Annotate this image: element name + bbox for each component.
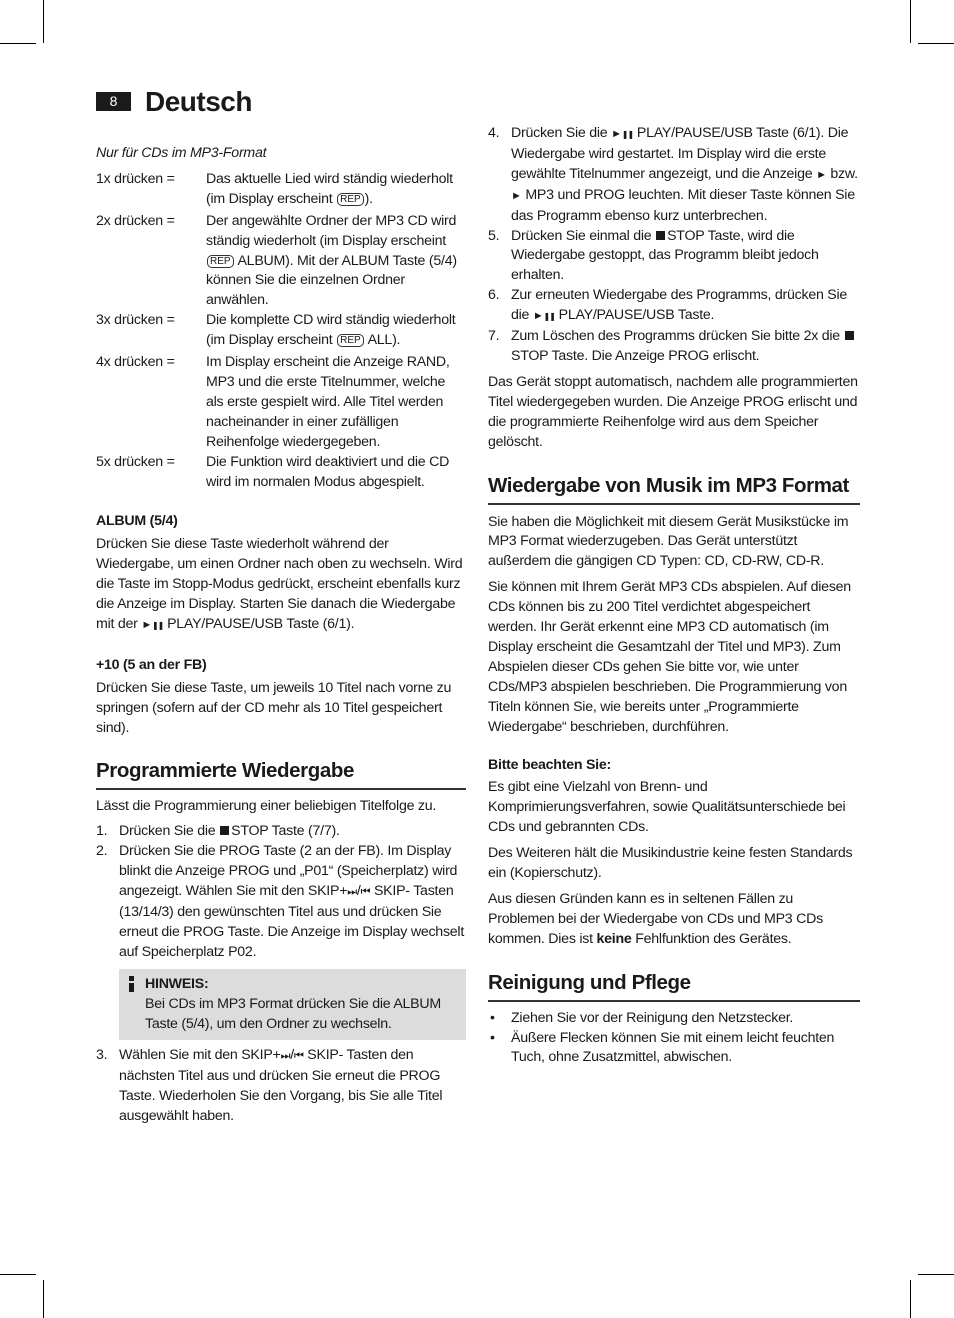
skip-back-icon: ⏮ xyxy=(293,1050,304,1063)
plus10-heading: +10 (5 an der FB) xyxy=(96,656,207,673)
play-icon: ► xyxy=(141,618,152,631)
auto-stop-text: Das Gerät stoppt automatisch, nachdem alle programmierten Titel wiedergegeben wurden. Die Anzeige PROG erlischt und die programmierte Reihenfolge wird aus dem Speicher gelöscht. xyxy=(488,373,858,450)
repeat-icon: REP xyxy=(207,255,234,268)
right-column xyxy=(488,124,860,1068)
bullet: • xyxy=(490,1029,495,1046)
mode-row: 1x drücken = Das aktuelle Lied wird ständig wiederholt (im Display erscheint REP ). xyxy=(96,170,453,207)
crop-mark xyxy=(910,1280,911,1318)
mode-key: 2x drücken = xyxy=(96,212,175,229)
left-column xyxy=(96,144,466,1127)
attention-paragraph: Aus diesen Gründen kann es in seltenen Fällen zu Problemen bei der Wiedergabe von CDs und MP3 CDs kommen. Dies ist keine Fehlfunktion des Gerätes. xyxy=(488,890,823,947)
crop-mark xyxy=(43,0,44,43)
album-text: Drücken Sie diese Taste wiederholt während der Wiedergabe, um einen Ordner nach oben zu wechseln. Wird die Taste im Stopp-Modus gedrückt, erscheint ebenfalls kurz die Anzeige im Display. Starten Sie danach die Wiedergabe mit der ►❚❚ PLAY/PAUSE/USB Taste (6/1). xyxy=(96,536,463,632)
page-number: 8 xyxy=(96,92,131,111)
stop-icon xyxy=(220,826,229,835)
step-item: 4. Drücken Sie die ►❚❚ PLAY/PAUSE/USB Taste (6/1). Die Wiedergabe wird gestartet. Im Display wird die erste gewählte Titelnummer angezeigt, und die Anzeige ► bzw. ► MP3 und PROG leuchten. Mit dieser Taste können Sie das Programm ebenso kurz unterbrechen. xyxy=(488,125,858,224)
info-icon xyxy=(127,976,136,992)
hint-text: Bei CDs im MP3 Format drücken Sie die ALBUM Taste (5/4), um den Ordner zu wechseln. xyxy=(145,995,441,1032)
stop-icon xyxy=(656,231,665,240)
mode-row: 4x drücken = Im Display erscheint die Anzeige RAND, MP3 und die erste Titelnummer, welche als erste gespielt wird. Alle Titel werden nacheinander in einer zufälligen Reihenfolge wiedergegeben. xyxy=(96,354,450,450)
step-item: 2. Drücken Sie die PROG Taste (2 an der FB). Im Display blinkt die Anzeige PROG und „P01“ (Speicherplatz) wird angezeigt. Wählen Sie mit den SKIP+⏭/⏮ SKIP- Tasten (13/14/3) den gewünschten Titel aus und drücken Sie erneut die PROG Taste. Die Anzeige im Display wechselt auf Speicherplatz P02. xyxy=(96,843,465,960)
mode-key: 3x drücken = xyxy=(96,312,175,329)
mp3-paragraph: Sie können mit Ihrem Gerät MP3 CDs abspielen. Auf diesen CDs können bis zu 200 Titel verdichtet abgespeichert werden. Ihr Gerät erkennt eine MP3 CD automatisch (im Display erscheint die Gesamtzahl der Titel und MP3). Zum Abspielen dieser CDs gehen Sie bitte vor, wie unter CDs/MP3 abspielen beschrieben. Die Programmierung von Titeln können Sie, wie bereits unter „Programmierte Wiedergabe“ beschrieben, durchführen. xyxy=(488,579,851,735)
mode-key: 1x drücken = xyxy=(96,170,175,187)
section-heading-programmed: Programmierte Wiedergabe xyxy=(96,758,466,790)
list-item: • Ziehen Sie vor der Reinigung den Netzstecker. xyxy=(488,1009,860,1029)
pause-icon: ❚❚ xyxy=(543,312,555,322)
attention-paragraph: Des Weiteren hält die Musikindustrie keine festen Standards ein (Kopierschutz). xyxy=(488,845,853,881)
repeat-icon: REP xyxy=(337,193,364,206)
mode-key: 4x drücken = xyxy=(96,354,175,371)
play-icon: ► xyxy=(611,128,622,140)
step-item: 7. Zum Löschen des Programms drücken Sie bitte 2x die STOP Taste. Die Anzeige PROG erlischt. xyxy=(488,327,860,367)
repeat-icon: REP xyxy=(337,334,364,347)
crop-mark xyxy=(0,43,36,44)
crop-mark xyxy=(910,0,911,43)
pause-icon: ❚❚ xyxy=(151,620,164,630)
mode-row: 2x drücken = Der angewählte Ordner der MP3 CD wird ständig wiederholt (im Display erscheint REP ALBUM). Mit der ALBUM Taste (5/4) können Sie die einzelnen Ordner anwählen. xyxy=(96,212,457,309)
step-item: 5. Drücken Sie einmal die STOP Taste, wird die Wiedergabe gestoppt, das Programm bleibt jedoch erhalten. xyxy=(488,227,819,284)
plus10-text: Drücken Sie diese Taste, um jeweils 10 Titel nach vorne zu springen (sofern auf der CD mehr als 10 Titel gespeichert sind). xyxy=(96,679,452,736)
play-icon: ► xyxy=(532,310,544,323)
crop-mark xyxy=(918,1274,954,1275)
step-item: 1. Drücken Sie die STOP Taste (7/7). xyxy=(96,823,340,840)
skip-forward-icon: ⏭ xyxy=(280,1050,291,1063)
crop-mark xyxy=(0,1274,36,1275)
crop-mark xyxy=(43,1280,44,1318)
section-heading-mp3: Wiedergabe von Musik im MP3 Format xyxy=(488,473,860,505)
album-heading: ALBUM (5/4) xyxy=(96,513,178,530)
skip-back-icon: ⏮ xyxy=(360,886,371,899)
mode-row: 5x drücken = Die Funktion wird deaktiviert und die CD wird im normalen Modus abgespielt. xyxy=(96,453,450,490)
bullet: • xyxy=(490,1009,495,1026)
play-icon: ► xyxy=(511,189,522,202)
pause-icon: ❚❚ xyxy=(621,130,634,139)
list-item: • Äußere Flecken können Sie mit einem leicht feuchten Tuch, ohne Zusatzmittel, abwischen. xyxy=(490,1029,835,1066)
repeat-modes xyxy=(96,170,466,493)
skip-forward-icon: ⏭ xyxy=(347,886,357,899)
mode-row: 3x drücken = Die komplette CD wird ständig wiederholt (im Display erscheint REP ALL). xyxy=(96,312,456,349)
step-item: 3. Wählen Sie mit den SKIP+⏭/⏮ SKIP- Tasten den nächsten Titel aus und drücken Sie erneut die PROG Taste. Wiederholen Sie den Vorgang, bis Sie alle Titel ausgewählt haben. xyxy=(96,1047,443,1125)
crop-mark xyxy=(918,43,954,44)
hint-heading: HINWEIS: xyxy=(145,975,209,992)
stop-icon xyxy=(845,331,854,340)
play-icon: ► xyxy=(816,168,827,181)
mode-key: 5x drücken = xyxy=(96,453,175,470)
section-heading-care: Reinigung und Pflege xyxy=(488,970,860,1002)
attention-paragraph: Es gibt eine Vielzahl von Brenn- und Komprimierungsverfahren, sowie Qualitätsunterschiede bei CDs und gebrannten CDs. xyxy=(488,779,846,836)
step-item: 6. Zur erneuten Wiedergabe des Programms, drücken Sie die ►❚❚ PLAY/PAUSE/USB Taste. xyxy=(488,287,848,324)
mp3-only-note: Nur für CDs im MP3-Format xyxy=(96,145,267,161)
mp3-paragraph: Sie haben die Möglichkeit mit diesem Gerät Musikstücke im MP3 Format wiederzugeben. Das Gerät unterstützt außerdem die gängigen CD Typen: CD, CD-RW, CD-R. xyxy=(488,513,849,570)
hint-box xyxy=(119,969,466,1041)
prog-intro: Lässt die Programmierung einer beliebigen Titelfolge zu. xyxy=(96,798,437,815)
attention-heading: Bitte beachten Sie: xyxy=(488,757,611,774)
page-title: Deutsch xyxy=(145,86,252,117)
